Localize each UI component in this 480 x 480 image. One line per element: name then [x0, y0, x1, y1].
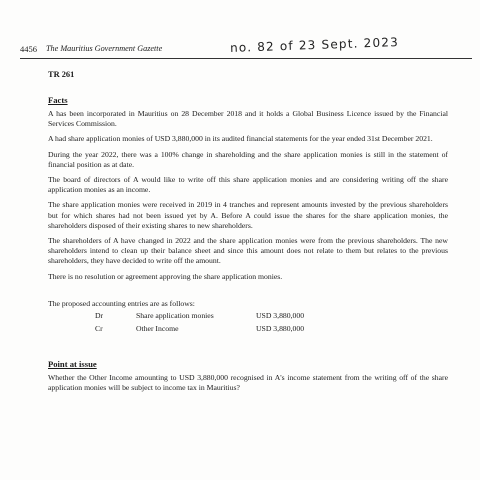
facts-paragraph: There is no resolution or agreement approving the share application monies.	[48, 271, 283, 281]
facts-paragraph: A had share application monies of USD 3,880,000 in its audited financial statements for the year ended 31st December 2021.	[48, 134, 433, 144]
page-header	[20, 35, 472, 60]
entry-account: Share application monies	[136, 310, 214, 320]
facts-paragraph: The board of directors of A would like to write off this share application monies and are considering writing off the share application monies as an income.	[48, 175, 448, 195]
facts-paragraph: The share application monies were received in 2019 in 4 tranches and represent amounts invested by the previous shareholders but for which shares had not been issued yet by A. Before A could issue the shares for the share application monies, the shareholders disposed of their existing shares to new shareholders.	[48, 200, 448, 230]
header-divider	[20, 58, 472, 59]
entry-amount: USD 3,880,000	[256, 310, 305, 320]
entry-amount: USD 3,880,000	[256, 323, 305, 333]
facts-paragraph: During the year 2022, there was a 100% change in shareholding and the share application monies is still in the statement of financial position as at date.	[48, 149, 448, 169]
point-at-issue-text: Whether the Other Income amounting to USD 3,880,000 recognised in A's income statement from the writing off of the share application monies will be subject to income tax in Mauritius?	[48, 372, 448, 393]
ruling-number: TR 261	[48, 70, 75, 79]
facts-paragraph: The shareholders of A have changed in 2022 and the share application monies were from the previous shareholders. The new shareholders intend to clean up their balance sheet and since this amount does not relate to them but relates to the previous shareholders, they have decided to write off the amount.	[48, 236, 448, 266]
entry-type: Dr	[95, 310, 104, 320]
entries-intro: The proposed accounting entries are as follows:	[48, 298, 195, 308]
entry-row-debit	[48, 311, 448, 324]
facts-heading: Facts	[48, 95, 68, 105]
entry-type: Cr	[95, 323, 103, 333]
page-number: 4456	[20, 44, 37, 54]
facts-paragraph: A has been incorporated in Mauritius on 28 December 2018 and it holds a Global Business Licence issued by the Financial Services Commission.	[48, 109, 448, 129]
ruling-content	[48, 70, 448, 398]
entry-row-credit	[48, 324, 448, 337]
gazette-title: The Mauritius Government Gazette	[46, 44, 163, 53]
entry-account: Other Income	[136, 323, 179, 333]
handwritten-note: no. 82 of 23 Sept. 2023	[229, 35, 400, 55]
point-at-issue-heading: Point at issue	[48, 358, 97, 369]
